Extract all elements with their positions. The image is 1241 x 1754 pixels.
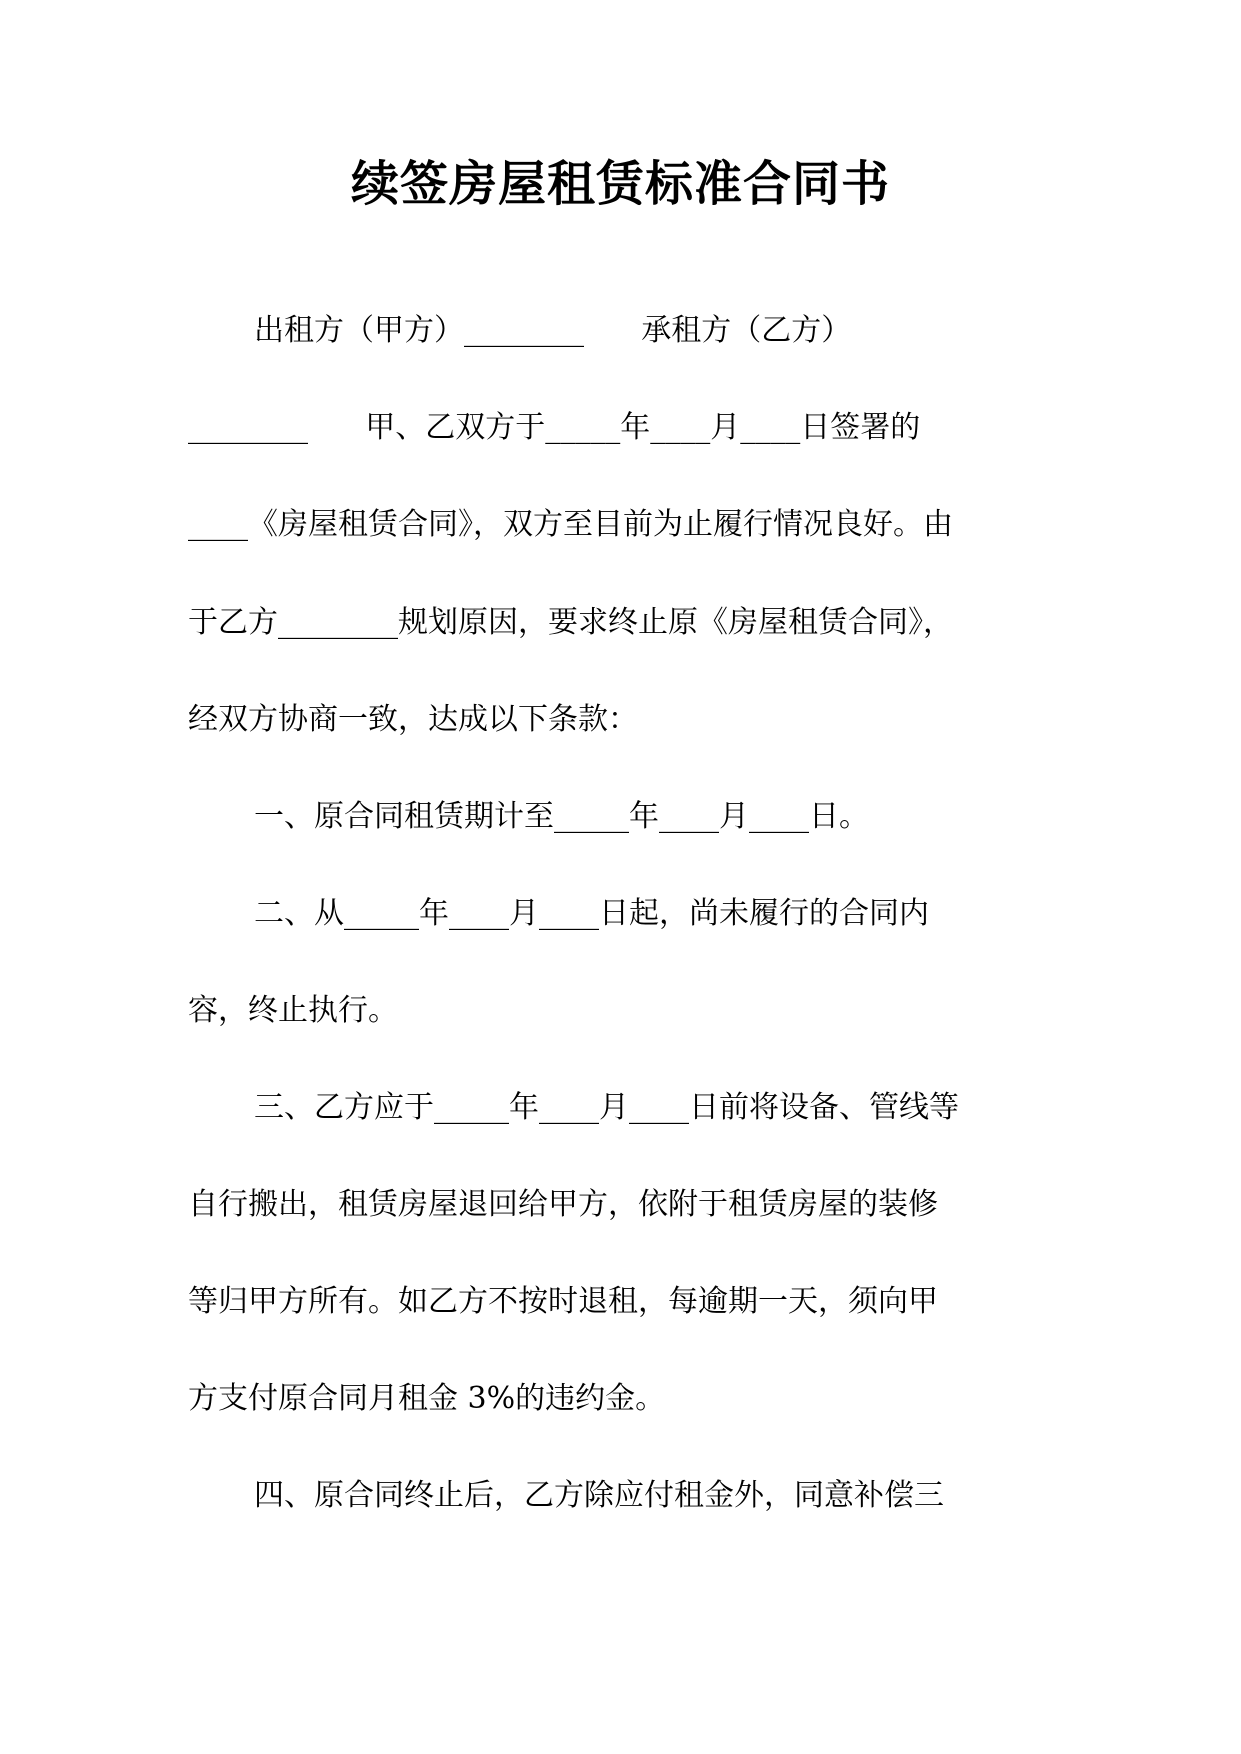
body-line: ____《房屋租赁合同》，双方至目前为止履行情况良好。由	[188, 507, 953, 542]
clause-three-continuation-line: 自行搬出，租赁房屋退回给甲方，依附于租赁房屋的装修	[188, 1187, 938, 1222]
body-line: 于乙方________规划原因，要求终止原《房屋租赁合同》，	[188, 605, 953, 640]
clause-three-continuation-line: 等归甲方所有。如乙方不按时退租，每逾期一天，须向甲	[188, 1284, 938, 1319]
document-title: 续签房屋租赁标准合同书	[350, 156, 890, 212]
clause-one-line: 一、原合同租赁期计至_____年____月____日。	[254, 799, 869, 834]
clause-four-line: 四、原合同终止后，乙方除应付租金外，同意补偿三	[254, 1478, 944, 1513]
body-line: 经双方协商一致，达成以下条款：	[188, 702, 638, 737]
body-line: ________ 甲、乙双方于_____年____月____日签署的	[188, 410, 921, 445]
clause-two-continuation-line: 容，终止执行。	[188, 993, 398, 1028]
clause-two-line: 二、从_____年____月____日起，尚未履行的合同内	[254, 896, 929, 931]
party-line: 出租方（甲方）________ 承租方（乙方）	[254, 313, 852, 348]
clause-three-line: 三、乙方应于_____年____月____日前将设备、管线等	[254, 1090, 959, 1125]
clause-three-continuation-line: 方支付原合同月租金 3%的违约金。	[188, 1381, 666, 1416]
